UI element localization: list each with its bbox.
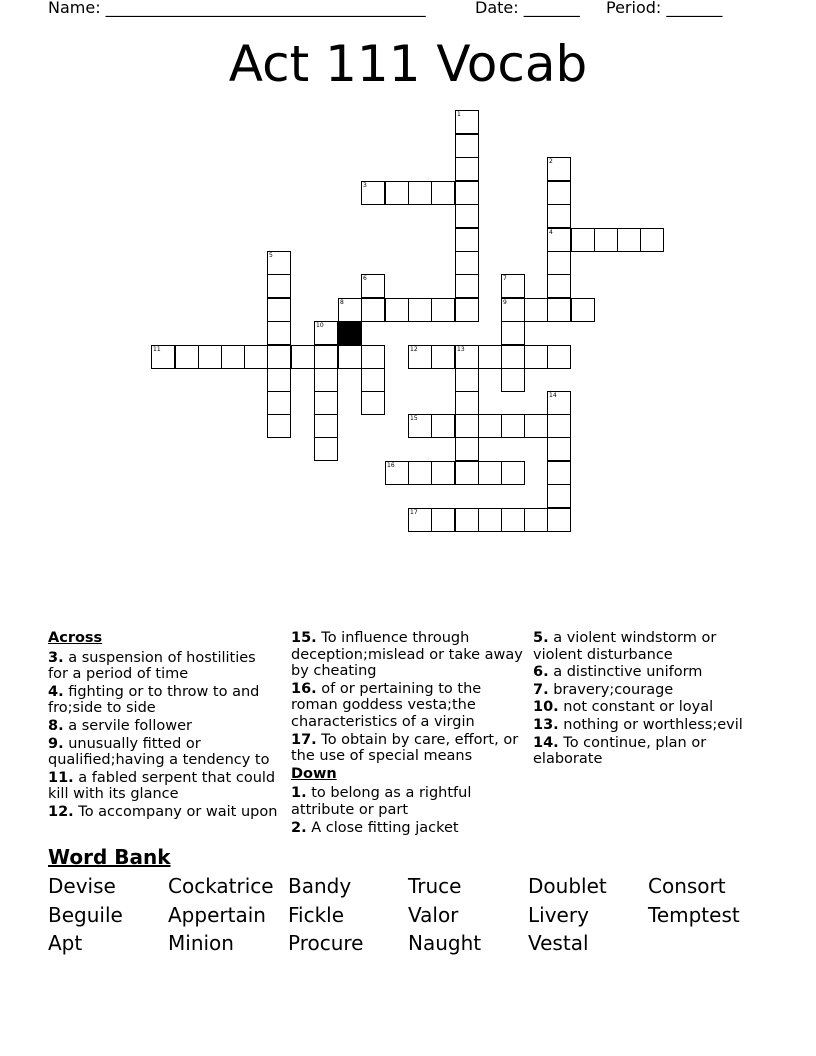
clue-text: unusually fitted or qualified;having a tendency to [48, 735, 270, 769]
crossword-cell[interactable] [455, 508, 479, 532]
crossword-cell[interactable] [361, 274, 385, 298]
crossword-cell[interactable] [547, 228, 571, 252]
clue-number-label: 10. [533, 699, 559, 716]
crossword-cell[interactable] [547, 414, 571, 438]
clue-item [291, 732, 529, 765]
word-bank-word: Appertain [168, 903, 266, 927]
clue-number: 15 [410, 415, 418, 422]
crossword-cell[interactable] [267, 251, 291, 275]
crossword-cell[interactable] [455, 204, 479, 228]
crossword-cell[interactable] [547, 484, 571, 508]
across-heading: Across [48, 630, 103, 646]
clue-item [533, 735, 768, 768]
clue-number-label: 4. [48, 683, 64, 700]
crossword-cell[interactable] [314, 437, 338, 461]
crossword-cell[interactable] [524, 298, 548, 322]
crossword-cell[interactable] [244, 345, 268, 369]
crossword-cell[interactable] [385, 298, 409, 322]
crossword-cell[interactable] [501, 298, 525, 322]
crossword-cell[interactable] [455, 228, 479, 252]
crossword-cell[interactable] [547, 508, 571, 532]
clue-item [48, 770, 280, 803]
clue-text: bravery;courage [548, 681, 674, 698]
clue-number: 17 [410, 509, 418, 516]
crossword-cell[interactable] [547, 157, 571, 181]
crossword-cell[interactable] [385, 461, 409, 485]
crossword-cell[interactable] [431, 414, 455, 438]
clue-item [533, 630, 768, 663]
clue-text: A close fitting jacket [306, 819, 459, 836]
crossword-cell[interactable] [267, 345, 291, 369]
clue-text: of or pertaining to the roman goddess vesta;the characteristics of a virgin [291, 680, 482, 730]
crossword-cell[interactable] [501, 321, 525, 345]
clue-item [533, 699, 768, 716]
crossword-cell[interactable] [455, 157, 479, 181]
clue-text: a suspension of hostilities for a period of time [48, 649, 256, 683]
crossword-cell[interactable] [571, 298, 595, 322]
clue-number-label: 15. [291, 630, 317, 646]
word-bank-word: Valor [408, 903, 459, 927]
clue-number: 2 [549, 158, 553, 165]
crossword-cell[interactable] [361, 298, 385, 322]
crossword-cell[interactable] [431, 298, 455, 322]
down-heading: Down [291, 765, 337, 782]
clue-number-label: 14. [533, 734, 559, 751]
crossword-cell[interactable] [198, 345, 222, 369]
clue-item [533, 664, 768, 681]
crossword-cell[interactable] [455, 414, 479, 438]
crossword-cell[interactable] [314, 391, 338, 415]
clue-number: 12 [410, 346, 418, 353]
clue-number-label: 16. [291, 680, 317, 697]
crossword-cell[interactable] [338, 345, 362, 369]
crossword-cell[interactable] [408, 414, 432, 438]
clue-text: a fabled serpent that could kill with its glance [48, 769, 276, 803]
crossword-cell[interactable] [267, 414, 291, 438]
clue-text: To accompany or wait upon [73, 803, 278, 820]
word-bank-word: Consort [648, 874, 726, 898]
clue-number-label: 17. [291, 731, 317, 748]
word-bank-word: Procure [288, 931, 364, 955]
clue-item [48, 804, 280, 821]
clue-item [291, 681, 529, 731]
crossword-cell[interactable] [361, 345, 385, 369]
crossword-cell[interactable] [431, 508, 455, 532]
clue-number: 11 [153, 346, 161, 353]
crossword-cell[interactable] [314, 368, 338, 392]
crossword-cell[interactable] [547, 181, 571, 205]
word-bank-word: Minion [168, 931, 234, 955]
crossword-cell[interactable] [175, 345, 199, 369]
crossword-cell[interactable] [408, 461, 432, 485]
clue-number: 4 [549, 229, 553, 236]
clue-number-label: 3. [48, 649, 64, 666]
word-bank-word: Naught [408, 931, 482, 955]
crossword-cell[interactable] [408, 298, 432, 322]
crossword-cell[interactable] [524, 345, 548, 369]
clue-text: not constant or loyal [558, 699, 714, 716]
clue-item [533, 717, 768, 734]
crossword-cell[interactable] [455, 251, 479, 275]
clue-number-label: 7. [533, 681, 549, 698]
crossword-cell[interactable] [455, 368, 479, 392]
word-bank-word: Livery [528, 903, 589, 927]
clue-text: To obtain by care, effort, or the use of special means [291, 731, 519, 765]
clue-number: 16 [387, 462, 395, 469]
clue-number: 3 [363, 182, 367, 189]
clue-item [48, 718, 280, 735]
crossword-cell[interactable] [455, 110, 479, 134]
crossword-cell[interactable] [455, 181, 479, 205]
clues-column-1 [48, 630, 280, 822]
crossword-cell[interactable] [524, 414, 548, 438]
clue-number-label: 2. [291, 819, 307, 836]
clue-item [48, 650, 280, 683]
crossword-cell[interactable] [267, 391, 291, 415]
clue-item [48, 736, 280, 769]
crossword-cell[interactable] [455, 274, 479, 298]
clue-number: 14 [549, 392, 557, 399]
crossword-cell[interactable] [478, 461, 502, 485]
clue-number: 10 [316, 322, 324, 329]
crossword-cell[interactable] [455, 134, 479, 158]
clues-column-3 [533, 630, 768, 769]
crossword-cell[interactable] [408, 508, 432, 532]
word-bank-word: Devise [48, 874, 116, 898]
crossword-cell[interactable] [455, 345, 479, 369]
clue-text: a violent windstorm or violent disturbance [533, 630, 717, 663]
clue-number-label: 12. [48, 803, 74, 820]
word-bank-word: Vestal [528, 931, 589, 955]
crossword-cell[interactable] [478, 508, 502, 532]
crossword-cell[interactable] [547, 461, 571, 485]
crossword-cell[interactable] [640, 228, 664, 252]
clue-text: To influence through deception;mislead or take away by cheating [291, 630, 523, 680]
crossword-cell[interactable] [594, 228, 618, 252]
word-bank-word: Cockatrice [168, 874, 274, 898]
crossword-cell[interactable] [547, 298, 571, 322]
crossword-cell[interactable] [501, 274, 525, 298]
clues-column-2 [291, 630, 529, 837]
crossword-cell[interactable] [267, 274, 291, 298]
crossword-black-cell [338, 321, 362, 345]
crossword-cell[interactable] [478, 414, 502, 438]
clue-item [291, 785, 529, 818]
crossword-cell[interactable] [431, 181, 455, 205]
crossword-cell[interactable] [267, 321, 291, 345]
crossword-cell[interactable] [361, 391, 385, 415]
name-field[interactable]: Name: ________________________________________ [48, 0, 426, 17]
clue-number-label: 9. [48, 735, 64, 752]
word-bank-word: Bandy [288, 874, 352, 898]
crossword-cell[interactable] [314, 321, 338, 345]
crossword-cell[interactable] [314, 414, 338, 438]
clue-item [48, 684, 280, 717]
crossword-cell[interactable] [455, 437, 479, 461]
clue-number-label: 8. [48, 717, 64, 734]
crossword-cell[interactable] [547, 274, 571, 298]
crossword-cell[interactable] [571, 228, 595, 252]
clue-text: to belong as a rightful attribute or part [291, 785, 472, 818]
clue-number: 1 [457, 111, 461, 118]
crossword-cell[interactable] [267, 298, 291, 322]
crossword-cell[interactable] [455, 391, 479, 415]
crossword-cell[interactable] [221, 345, 245, 369]
clue-number-label: 6. [533, 664, 549, 681]
crossword-cell[interactable] [151, 345, 175, 369]
word-bank-title: Word Bank [48, 845, 171, 869]
date-field[interactable]: Date: _______ [475, 0, 580, 17]
clue-number: 9 [503, 299, 507, 306]
crossword-cell[interactable] [385, 181, 409, 205]
crossword-cell[interactable] [501, 461, 525, 485]
clue-number: 6 [363, 275, 367, 282]
crossword-cell[interactable] [617, 228, 641, 252]
crossword-cell[interactable] [547, 251, 571, 275]
crossword-cell[interactable] [524, 508, 548, 532]
crossword-cell[interactable] [408, 181, 432, 205]
word-bank-word: Truce [408, 874, 462, 898]
crossword-cell[interactable] [455, 298, 479, 322]
clue-text: a servile follower [63, 717, 192, 734]
crossword-cell[interactable] [455, 461, 479, 485]
clue-item [533, 682, 768, 699]
clue-text: nothing or worthless;evil [558, 716, 743, 733]
period-field[interactable]: Period: _______ [606, 0, 723, 17]
clue-number: 8 [340, 299, 344, 306]
crossword-cell[interactable] [547, 204, 571, 228]
crossword-cell[interactable] [501, 414, 525, 438]
word-bank-word: Fickle [288, 903, 345, 927]
crossword-cell[interactable] [267, 368, 291, 392]
word-bank-word: Temptest [648, 903, 740, 927]
clue-number: 5 [269, 252, 273, 259]
clue-number-label: 11. [48, 769, 74, 786]
clue-number-label: 1. [291, 785, 307, 802]
clue-number-label: 5. [533, 630, 549, 646]
crossword-cell[interactable] [501, 345, 525, 369]
word-bank-word: Apt [48, 931, 83, 955]
crossword-cell[interactable] [547, 437, 571, 461]
clue-item [291, 820, 529, 837]
crossword-cell[interactable] [501, 508, 525, 532]
crossword-cell[interactable] [361, 181, 385, 205]
crossword-cell[interactable] [338, 298, 362, 322]
word-bank-word: Doublet [528, 874, 607, 898]
crossword-cell[interactable] [547, 391, 571, 415]
clue-item [291, 630, 529, 680]
crossword-cell[interactable] [431, 461, 455, 485]
clue-text: fighting or to throw to and fro;side to side [48, 683, 260, 717]
page-title: Act 111 Vocab [228, 35, 588, 93]
clue-number-label: 13. [533, 716, 559, 733]
clue-number: 7 [503, 275, 507, 282]
crossword-cell[interactable] [291, 345, 315, 369]
crossword-cell[interactable] [361, 368, 385, 392]
crossword-cell[interactable] [547, 345, 571, 369]
clue-text: To continue, plan or elaborate [533, 734, 707, 768]
crossword-cell[interactable] [408, 345, 432, 369]
word-bank-word: Beguile [48, 903, 123, 927]
crossword-cell[interactable] [501, 368, 525, 392]
clue-number: 13 [457, 346, 465, 353]
crossword-cell[interactable] [431, 345, 455, 369]
crossword-cell[interactable] [478, 345, 502, 369]
clue-text: a distinctive uniform [548, 664, 703, 681]
crossword-cell[interactable] [314, 345, 338, 369]
